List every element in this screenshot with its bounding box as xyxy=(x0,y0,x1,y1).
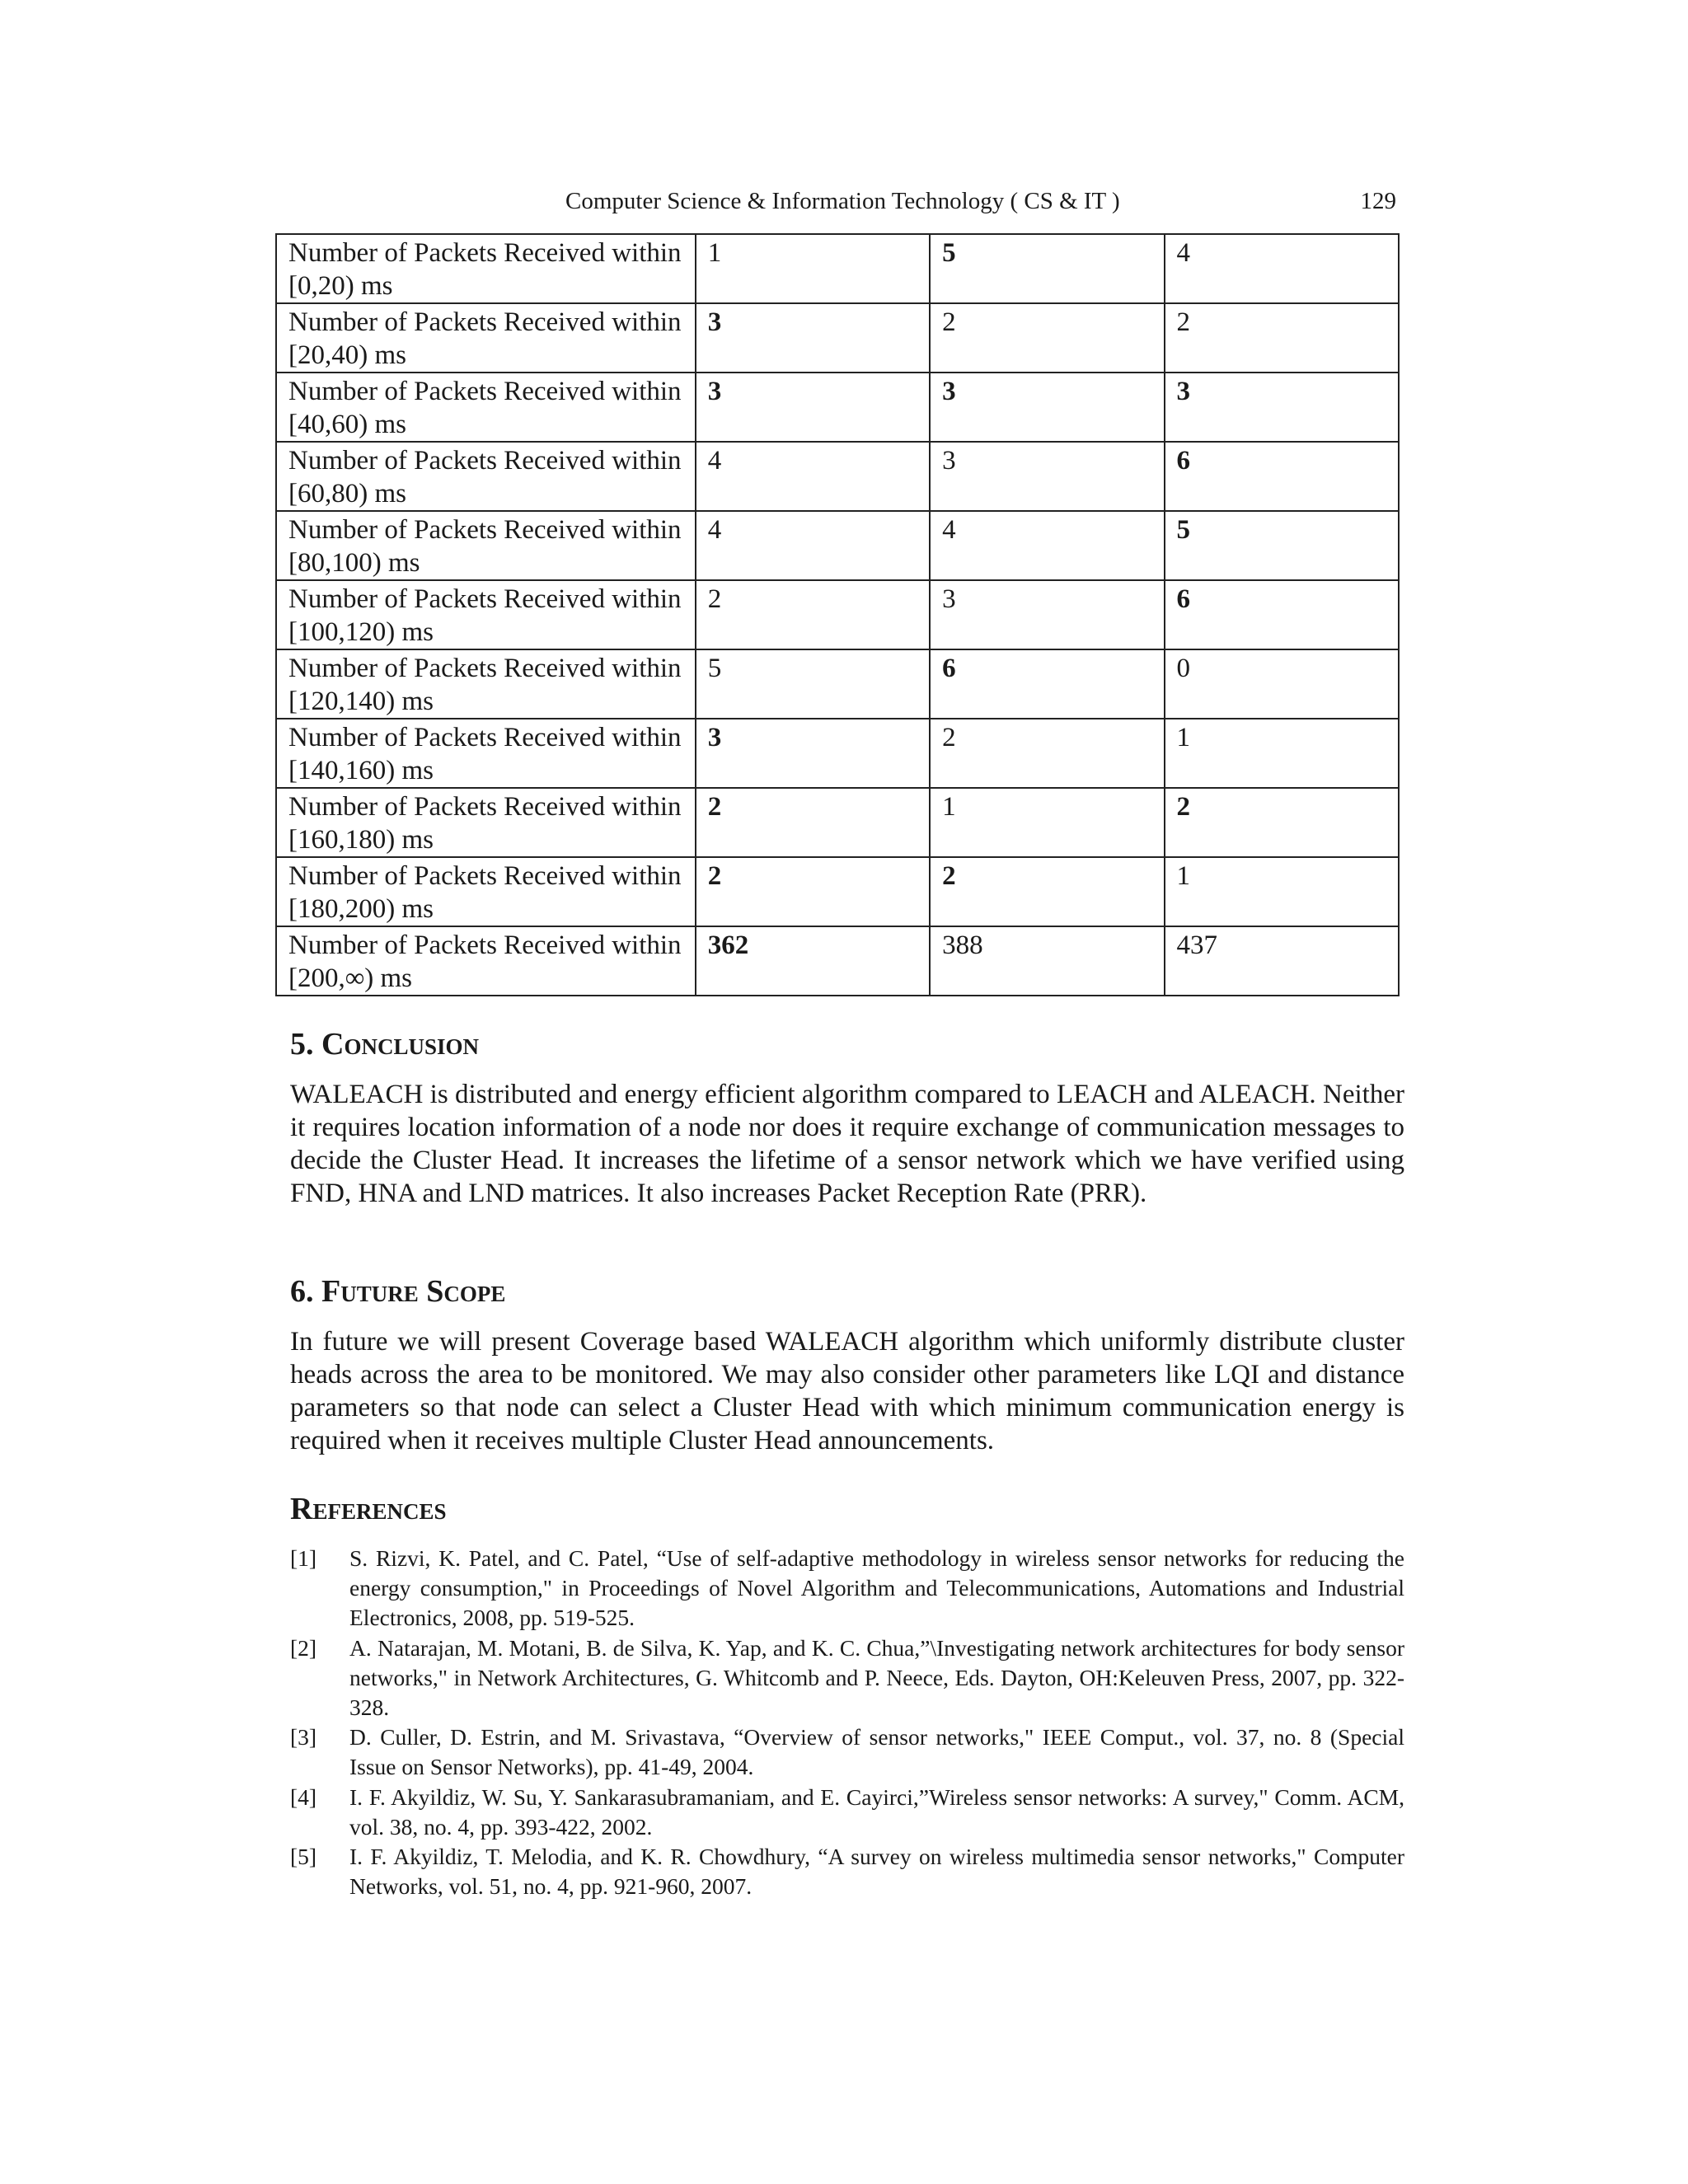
value-cell-3: 5 xyxy=(1165,511,1399,580)
value-cell-3: 0 xyxy=(1165,649,1399,719)
page-header xyxy=(0,183,1688,219)
value-cell-2: 5 xyxy=(930,234,1164,303)
value-cell-2: 1 xyxy=(930,788,1164,857)
value-cell-1: 4 xyxy=(696,511,930,580)
row-label: Number of Packets Received within [200,∞) ms xyxy=(276,926,696,996)
row-label: Number of Packets Received within [0,20) ms xyxy=(276,234,696,303)
table-row xyxy=(276,234,1399,303)
table-row xyxy=(276,926,1399,996)
value-cell-2: 388 xyxy=(930,926,1164,996)
running-title: Computer Science & Information Technology ( CS & IT ) xyxy=(565,188,1120,214)
value-cell-3: 6 xyxy=(1165,580,1399,649)
conclusion-heading: 5. Conclusion xyxy=(290,1027,479,1062)
reference-item xyxy=(290,1544,1404,1633)
value-cell-1: 5 xyxy=(696,649,930,719)
table-row xyxy=(276,788,1399,857)
value-cell-1: 1 xyxy=(696,234,930,303)
table-row xyxy=(276,719,1399,788)
value-cell-3: 3 xyxy=(1165,373,1399,442)
page-number: 129 xyxy=(1360,188,1396,214)
value-cell-2: 3 xyxy=(930,373,1164,442)
table-row xyxy=(276,442,1399,511)
reference-item xyxy=(290,1842,1404,1901)
reference-text: I. F. Akyildiz, T. Melodia, and K. R. Chowdhury, “A survey on wireless multimedia sensor networks," Computer Networks, vol. 51, no. 4, pp. 921-960, 2007. xyxy=(349,1844,1404,1899)
row-label: Number of Packets Received within [20,40) ms xyxy=(276,303,696,373)
value-cell-2: 2 xyxy=(930,719,1164,788)
reference-number: [3] xyxy=(290,1724,317,1750)
references-list xyxy=(290,1544,1404,1902)
value-cell-2: 2 xyxy=(930,857,1164,926)
reference-item xyxy=(290,1722,1404,1782)
table-row xyxy=(276,857,1399,926)
value-cell-2: 3 xyxy=(930,580,1164,649)
reference-number: [1] xyxy=(290,1545,317,1571)
future-scope-heading: 6. Future Scope xyxy=(290,1274,506,1309)
row-label: Number of Packets Received within [140,160) ms xyxy=(276,719,696,788)
table-row xyxy=(276,511,1399,580)
table-row xyxy=(276,373,1399,442)
value-cell-3: 4 xyxy=(1165,234,1399,303)
reference-item xyxy=(290,1633,1404,1722)
value-cell-1: 3 xyxy=(696,303,930,373)
value-cell-1: 2 xyxy=(696,857,930,926)
table-row xyxy=(276,649,1399,719)
table-row xyxy=(276,580,1399,649)
conclusion-text: WALEACH is distributed and energy efficient algorithm compared to LEACH and ALEACH. Neither it requires location information of a node nor does it require exchange of communication messages to decide the Cluster Head. It increases the lifetime of a sensor network which we have verified using FND, HNA and LND matrices. It also increases Packet Reception Rate (PRR). xyxy=(290,1080,1404,1208)
row-label: Number of Packets Received within [160,180) ms xyxy=(276,788,696,857)
row-label: Number of Packets Received within [120,140) ms xyxy=(276,649,696,719)
row-label: Number of Packets Received within [80,100) ms xyxy=(276,511,696,580)
row-label: Number of Packets Received within [100,120) ms xyxy=(276,580,696,649)
row-label: Number of Packets Received within [40,60) ms xyxy=(276,373,696,442)
references-heading: References xyxy=(290,1492,447,1526)
value-cell-2: 6 xyxy=(930,649,1164,719)
reference-number: [4] xyxy=(290,1783,317,1810)
value-cell-2: 4 xyxy=(930,511,1164,580)
reference-number: [2] xyxy=(290,1634,317,1661)
value-cell-1: 2 xyxy=(696,580,930,649)
table-body xyxy=(276,234,1399,996)
row-label: Number of Packets Received within [60,80) ms xyxy=(276,442,696,511)
reference-number: [5] xyxy=(290,1844,317,1869)
reference-item xyxy=(290,1783,1404,1842)
value-cell-1: 4 xyxy=(696,442,930,511)
value-cell-1: 362 xyxy=(696,926,930,996)
reference-text: I. F. Akyildiz, W. Su, Y. Sankarasubramaniam, and E. Cayirci,”Wireless sensor networks: A survey," Comm. ACM, vol. 38, no. 4, pp. 393-422, 2002. xyxy=(349,1783,1404,1840)
packet-reception-table xyxy=(275,233,1400,996)
table-row xyxy=(276,303,1399,373)
row-label: Number of Packets Received within [180,200) ms xyxy=(276,857,696,926)
value-cell-3: 6 xyxy=(1165,442,1399,511)
reference-text: A. Natarajan, M. Motani, B. de Silva, K. Yap, and K. C. Chua,”\Investigating network architectures for body sensor networks," in Network Architectures, G. Whitcomb and P. Neece, Eds. Dayton, OH:Keleuven Press, 2007, pp. 322-328. xyxy=(349,1634,1404,1720)
value-cell-2: 2 xyxy=(930,303,1164,373)
future-scope-text: In future we will present Coverage based WALEACH algorithm which uniformly distribute cluster heads across the area to be monitored. We may also consider other parameters like LQI and distance parameters so that node can select a Cluster Head with which minimum communication energy is required when it receives multiple Cluster Head announcements. xyxy=(290,1327,1404,1455)
value-cell-3: 2 xyxy=(1165,788,1399,857)
value-cell-1: 3 xyxy=(696,373,930,442)
reference-text: D. Culler, D. Estrin, and M. Srivastava, “Overview of sensor networks," IEEE Comput., vol. 37, no. 8 (Special Issue on Sensor Networks), pp. 41-49, 2004. xyxy=(349,1724,1404,1779)
value-cell-3: 2 xyxy=(1165,303,1399,373)
value-cell-3: 1 xyxy=(1165,857,1399,926)
reference-text: S. Rizvi, K. Patel, and C. Patel, “Use of self-adaptive methodology in wireless sensor networks for reducing the energy consumption," in Proceedings of Novel Algorithm and Telecommunications, Automations and Industrial Electronics, 2008, pp. 519-525. xyxy=(349,1545,1404,1630)
value-cell-2: 3 xyxy=(930,442,1164,511)
value-cell-1: 3 xyxy=(696,719,930,788)
value-cell-3: 1 xyxy=(1165,719,1399,788)
value-cell-3: 437 xyxy=(1165,926,1399,996)
value-cell-1: 2 xyxy=(696,788,930,857)
